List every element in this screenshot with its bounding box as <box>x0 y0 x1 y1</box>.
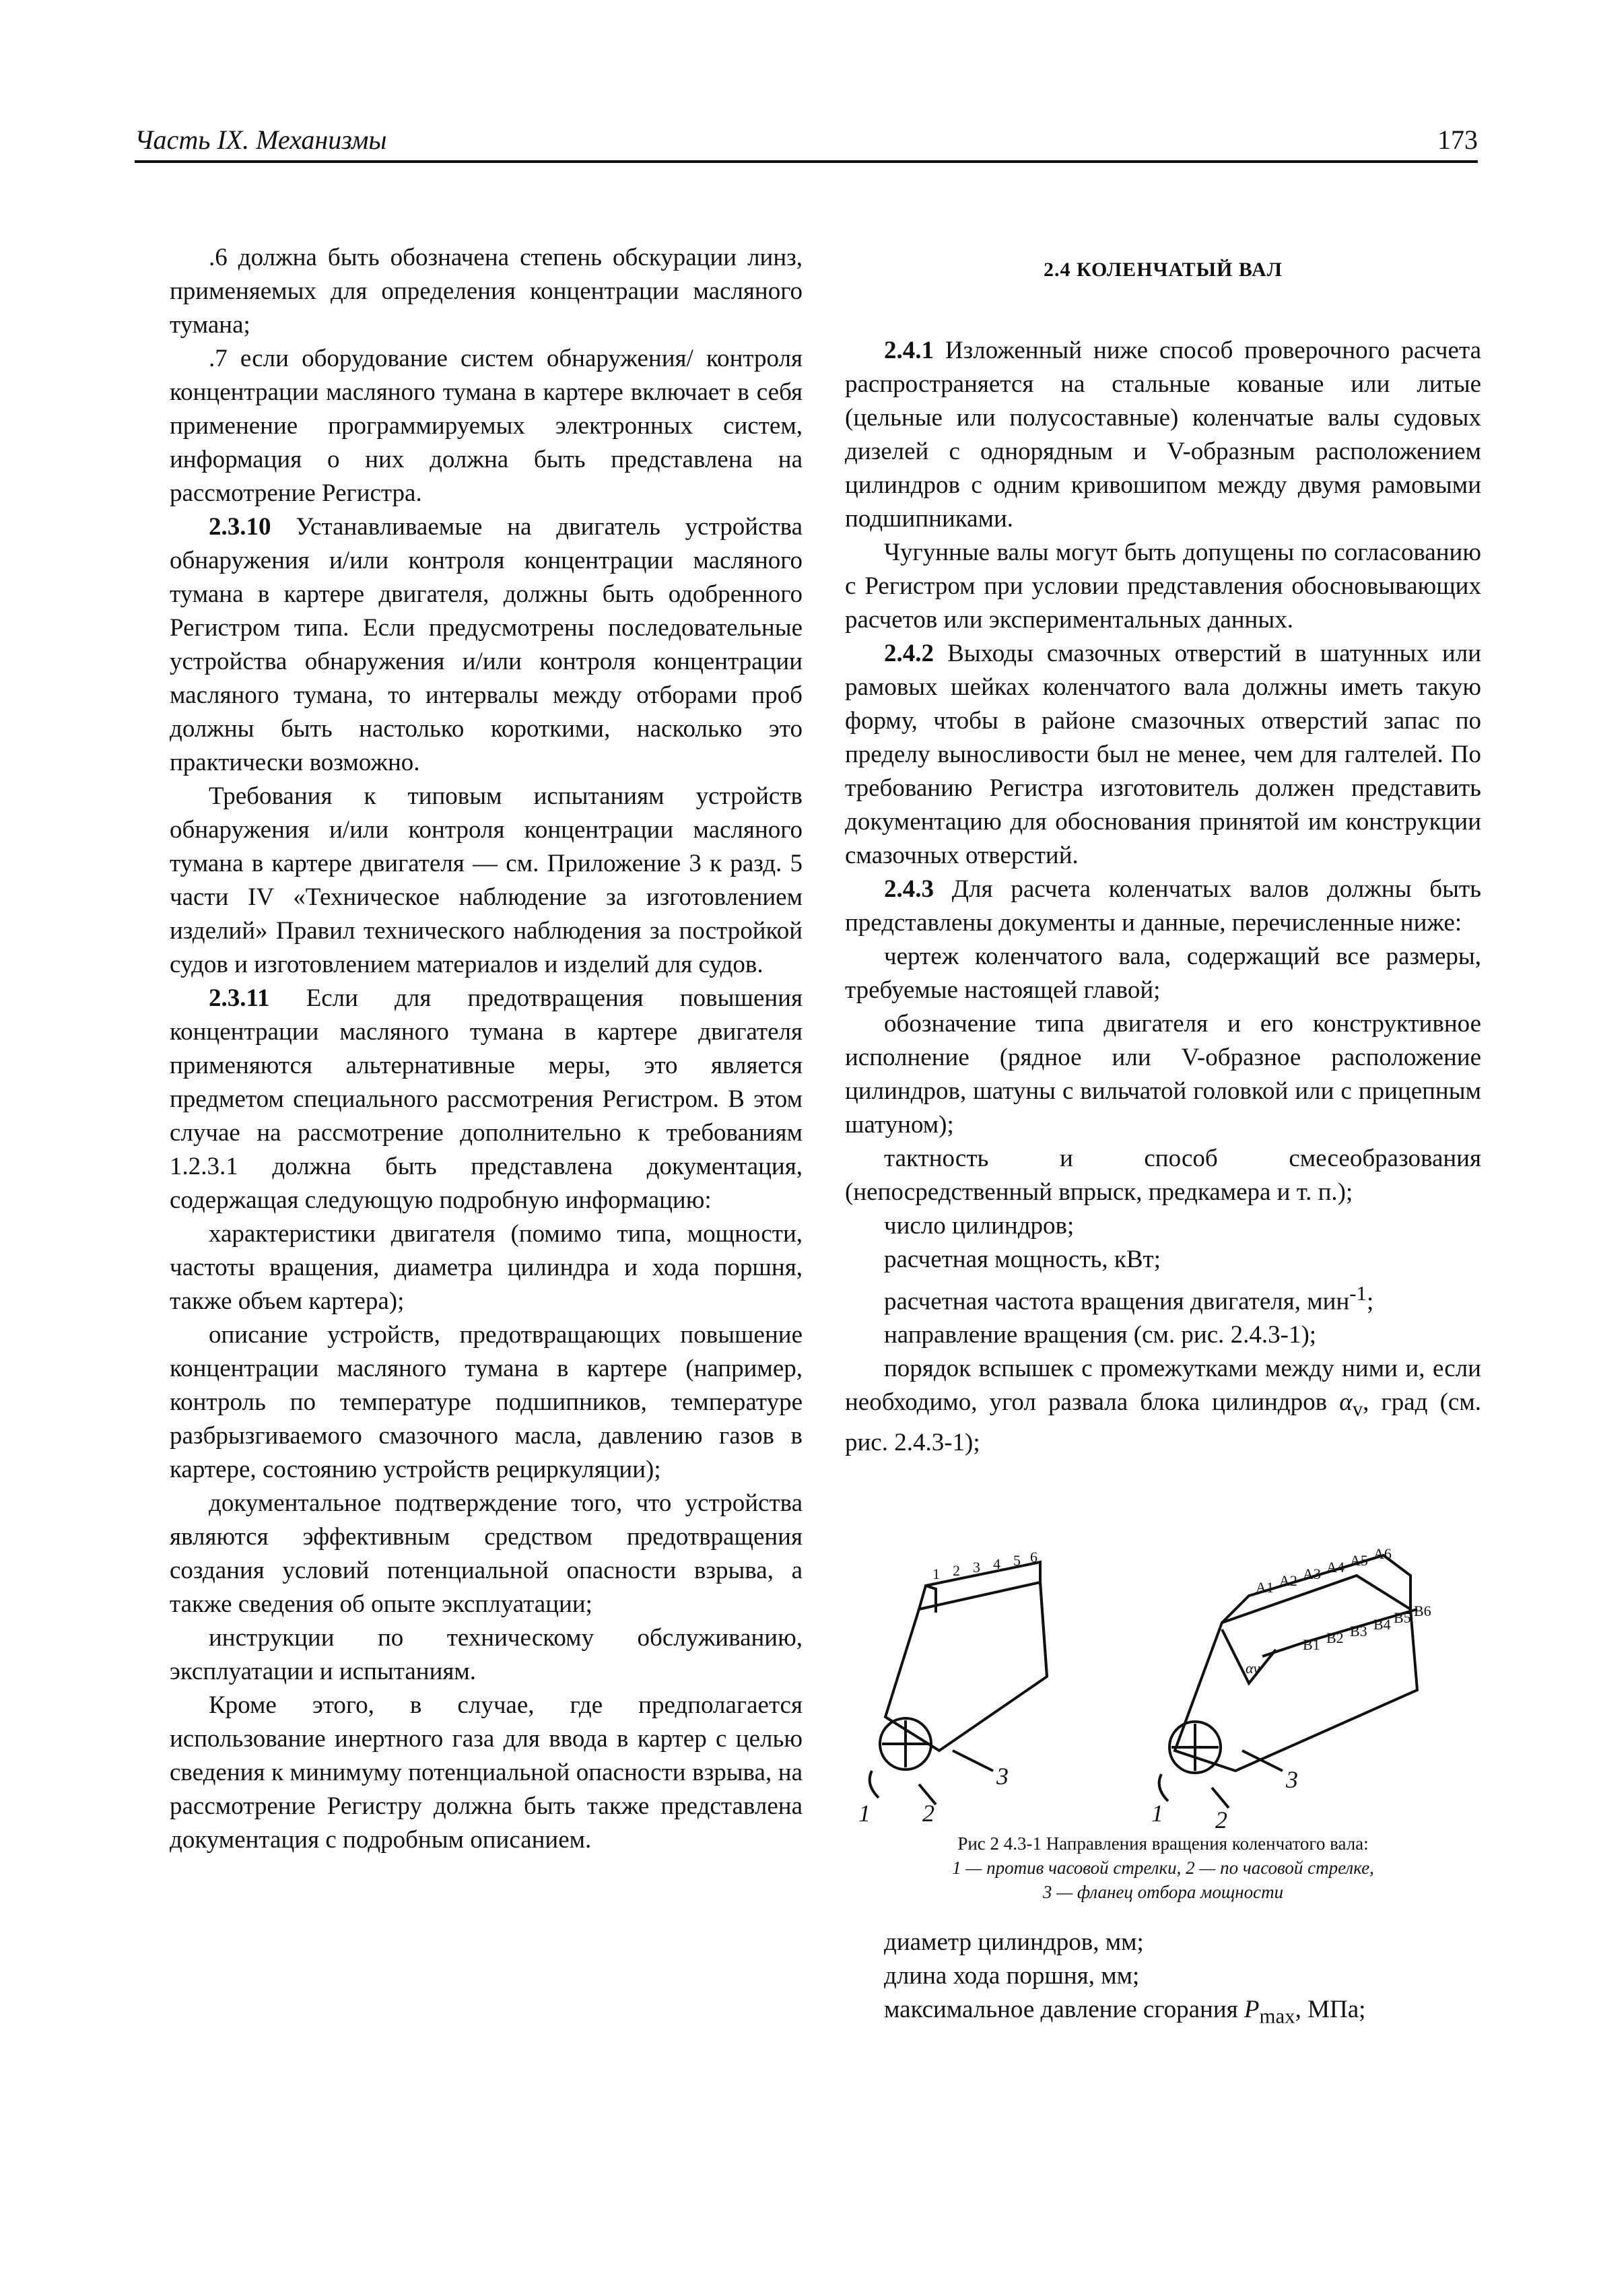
section-title: 2.4 КОЛЕНЧАТЫЙ ВАЛ <box>1043 259 1283 281</box>
cyl-label: 6 <box>1030 1549 1037 1565</box>
cyl-label: A6 <box>1373 1549 1392 1562</box>
punctuation: , <box>1363 1388 1369 1417</box>
cyl-label: 1 <box>932 1565 940 1582</box>
item-text: порядок вспышек с промежутками между ними и, если необходимо, угол развала блока цилиндров <box>845 1355 1481 1417</box>
pmax-subscript: max <box>1259 2004 1295 2028</box>
cyl-label: B1 <box>1303 1636 1320 1653</box>
callout-3: 3 <box>996 1763 1009 1790</box>
caption-line: 3 — фланец отбора мощности <box>1042 1882 1284 1902</box>
cyl-label: B2 <box>1326 1629 1344 1646</box>
alpha-subscript: v <box>1352 1397 1363 1421</box>
clause-text: Выходы смазочных отверстий в шатунных или рамовых шейках коленчатого вала должны иметь такую форму, чтобы в районе смазочных отверстий запас по пределу выносливости был не менее, чем для галтелей. По требованию Регистра изготовитель должен представить документацию для обоснования принятой им конструкции смазочных отверстий. <box>845 640 1481 869</box>
list-item <box>845 1277 1481 1318</box>
list-item: диаметр цилиндров, мм; <box>884 1928 1144 1956</box>
right-column <box>845 253 1481 1460</box>
cyl-label: 5 <box>1013 1552 1021 1569</box>
page-number: 173 <box>1437 125 1478 155</box>
figure-drawing <box>845 1549 1481 1831</box>
paragraph: документальное подтверждение того, что устройства являются эффективным средством предотвращения создания условий потенциальной опасности взрыва, а также сведения об опыте эксплуатации; <box>170 1489 803 1618</box>
cyl-label: A5 <box>1350 1552 1368 1569</box>
running-title: Часть IX. Механизмы <box>135 125 387 155</box>
cyl-label: B4 <box>1373 1616 1391 1633</box>
list-item: чертеж коленчатого вала, содержащий все размеры, требуемые настоящей главой; <box>845 943 1481 1004</box>
cyl-label: 4 <box>993 1555 1000 1572</box>
caption-line: 1 — против часовой стрелки, 2 — по часовой стрелке, <box>952 1858 1374 1878</box>
alpha-symbol: α <box>1339 1388 1353 1417</box>
list-item: длина хода поршня, мм; <box>884 1962 1140 1990</box>
item-text: расчетная частота вращения двигателя, мин <box>884 1287 1350 1316</box>
paragraph: характеристики двигателя (помимо типа, мощности, частоты вращения, диаметра цилиндра и хода поршня, также объем картера); <box>170 1220 803 1315</box>
figure-crankshaft-rotation <box>845 1549 1481 1831</box>
clause-number: 2.3.10 <box>209 513 271 541</box>
paragraph <box>170 510 803 780</box>
clause-text: Если для предотвращения повышения концентрации масляного тумана в картере двигателя применяются альтернативные меры, это является предметом специального рассмотрения Регистром. В этом случае на рассмотрение дополнительно к требованиям 1.2.3.1 должна быть представлена документация, содержащая следующую подробную информацию: <box>170 984 803 1214</box>
clause-number: 2.4.3 <box>884 875 934 903</box>
paragraph: .6 должна быть обозначена степень обскурации линз, применяемых для определения концентрации масляного тумана; <box>170 244 803 339</box>
paragraph: Чугунные валы могут быть допущены по согласованию с Регистром при условии представления обосновывающих расчетов или экспериментальных данных. <box>845 539 1481 634</box>
figure-caption <box>845 1831 1481 1904</box>
list-item <box>845 1993 1481 2033</box>
cyl-label: 2 <box>953 1562 960 1579</box>
paragraph: Требования к типовым испытаниям устройств обнаружения и/или контроля концентрации масляного тумана в картере двигателя — см. Приложение 3 к разд. 5 части IV «Техническое наблюдение за изготовлением изделий» Правил технического наблюдения за постройкой судов и изготовлением материалов и изделий для судов. <box>170 782 803 978</box>
callout-2: 2 <box>922 1800 934 1827</box>
item-text: максимальное давление сгорания <box>884 1996 1238 2023</box>
cyl-label: B3 <box>1350 1623 1367 1640</box>
clause-text: Изложенный ниже способ проверочного расчета распространяется на стальные кованые или литые (цельные или полусоставные) коленчатые валы судовых дизелей с однорядным и V-образным расположением цилиндров с одним кривошипом между двумя рамовыми подшипниками. <box>845 337 1481 533</box>
list-item: направление вращения (см. рис. 2.4.3-1); <box>884 1321 1317 1349</box>
clause-text: Для расчета коленчатых валов должны быть представлены документы и данные, перечисленные ниже: <box>845 875 1481 937</box>
inline-engine-body <box>885 1582 1047 1751</box>
paragraph: .7 если оборудование систем обнаружения/ контроля концентрации масляного тумана в картере включает в себя применение программируемых электронных систем, информация о них должна быть представлена на рассмотрение Регистра. <box>170 345 803 507</box>
callout-1: 1 <box>1151 1800 1163 1827</box>
punctuation: ; <box>1366 1287 1374 1316</box>
clause-number: 2.3.11 <box>209 984 270 1012</box>
list-item: расчетная мощность, кВт; <box>884 1246 1161 1273</box>
list-item: число цилиндров; <box>884 1212 1075 1240</box>
cyl-label: A2 <box>1279 1572 1297 1589</box>
callout-3: 3 <box>1286 1766 1298 1793</box>
list-item <box>845 1352 1481 1459</box>
cyl-label: 3 <box>973 1559 980 1576</box>
left-column <box>170 241 803 1857</box>
list-item: обозначение типа двигателя и его конструктивное исполнение (рядное или V-образное расположение цилиндров, шатуны с вильчатой головкой или с прицепным шатуном); <box>845 1010 1481 1139</box>
superscript: -1 <box>1349 1282 1367 1305</box>
list-item: тактность и способ смесеобразования (непосредственный впрыск, предкамера и т. п.); <box>845 1145 1481 1206</box>
paragraph: описание устройств, предотвращающих повышение концентрации масляного тумана в картере (например, контроль по температуре подшипников, температуре разбрызгиваемого смазочного масла, давлению газов в картере, состоянию устройств рециркуляции); <box>170 1321 803 1483</box>
clause-text: Устанавливаемые на двигатель устройства обнаружения и/или контроля концентрации масляного тумана в картере двигателя, должны быть одобренного Регистром типа. Если предусмотрены последовательные устройства обнаружения и/или контроля концентрации масляного тумана, то интервалы между отборами проб должны быть настолько короткими, насколько это практически возможно. <box>170 513 803 776</box>
paragraph <box>170 982 803 1217</box>
cyl-label: A1 <box>1256 1579 1274 1596</box>
item-text: град (см. рис. 2.4.3-1); <box>845 1388 1481 1456</box>
arrow-ccw-v <box>1159 1774 1168 1801</box>
paragraph: инструкции по техническому обслуживанию, эксплуатации и испытаниям. <box>170 1624 803 1685</box>
clause-number: 2.4.1 <box>884 337 934 364</box>
pmax-symbol: P <box>1244 1996 1260 2023</box>
cyl-label: B5 <box>1394 1609 1411 1626</box>
callout-1: 1 <box>858 1800 871 1827</box>
paragraph <box>845 873 1481 940</box>
cyl-label: A3 <box>1303 1565 1321 1582</box>
paragraph <box>845 637 1481 873</box>
cyl-label: B6 <box>1414 1602 1431 1619</box>
cyl-label: A4 <box>1326 1559 1345 1576</box>
clause-number: 2.4.2 <box>884 640 934 667</box>
arrow-ccw <box>870 1771 879 1798</box>
callout-2: 2 <box>1215 1807 1227 1831</box>
page-header <box>135 121 1478 163</box>
header-rule <box>135 160 1478 163</box>
pmax-unit: , МПа; <box>1295 1996 1366 2023</box>
angle-label: αv <box>1246 1660 1260 1677</box>
caption-line: Рис 2 4.3-1 Направления вращения коленчатого вала: <box>957 1833 1369 1854</box>
v-engine-body <box>1175 1576 1417 1771</box>
paragraph <box>845 334 1481 536</box>
right-column-tail <box>845 1926 1481 2033</box>
paragraph: Кроме этого, в случае, где предполагается использование инертного газа для ввода в картер с целью сведения к минимуму потенциальной опасности взрыва, на рассмотрение Регистру должна быть также представлена документация с подробным описанием. <box>170 1691 803 1854</box>
